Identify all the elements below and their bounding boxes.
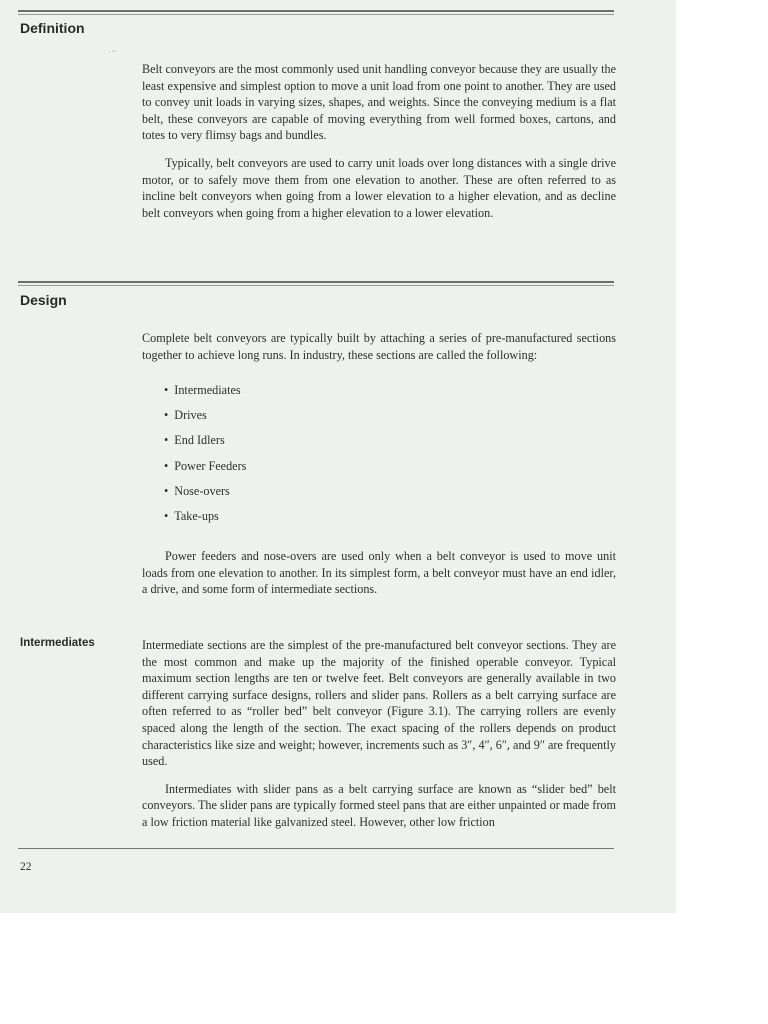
definition-paragraph-1: Belt conveyors are the most commonly used unit handling conveyor because they are usually the least expensive and simplest option to move a unit load from one point to another. They are used to convey unit loads in varying sizes, shapes, and weights. Since the conveying medium is a flat belt, these conveyors are capable of moving everything from well formed boxes, cartons, and totes to very flimsy bags and bundles. xyxy=(142,62,616,143)
footer-divider xyxy=(18,848,614,849)
design-outro-paragraph: Power feeders and nose-overs are used only when a belt conveyor is used to move unit loads from one elevation to another. In its simplest form, a belt conveyor must have an end idler, a drive, and some form of intermediate sections. xyxy=(142,549,616,597)
design-heading: Design xyxy=(20,292,67,308)
definition-heading: Definition xyxy=(20,20,85,36)
intermediates-body xyxy=(142,637,616,831)
list-item: • Power Feeders xyxy=(164,454,246,479)
list-item: • End Idlers xyxy=(164,428,246,453)
definition-body xyxy=(142,61,616,221)
section-divider xyxy=(18,281,614,283)
list-item: • Drives xyxy=(164,403,246,428)
page-number: 22 xyxy=(20,861,32,873)
scan-speck: · ~ xyxy=(108,48,116,56)
design-intro-paragraph: Complete belt conveyors are typically built by attaching a series of pre-manufactured sections together to achieve long runs. In industry, these sections are called the following: xyxy=(142,331,616,362)
section-list xyxy=(164,378,246,529)
design-outro xyxy=(142,548,616,598)
design-intro xyxy=(142,330,616,363)
intermediates-paragraph-1: Intermediate sections are the simplest of the pre-manufactured belt conveyor sections. They are the most common and make up the majority of the finished operable conveyor. Typical maximum section lengths are ten or twelve feet. Belt conveyors are generally available in two different carrying surface designs, rollers and slider pans. Rollers as a belt carrying surface are often referred to as “roller bed” belt conveyor (Figure 3.1). The carrying rollers are evenly spaced along the length of the section. The exact spacing of the rollers depends on product characteristics like size and weight; however, increments such as 3″, 4″, 6″, and 9″ are frequently used. xyxy=(142,638,616,769)
list-item: • Take-ups xyxy=(164,504,246,529)
intermediates-paragraph-2: Intermediates with slider pans as a belt carrying surface are known as “slider bed” belt conveyors. The slider pans are typically formed steel pans that are either unpainted or made from a low friction material like galvanized steel. However, other low friction xyxy=(142,781,616,829)
definition-paragraph-2: Typically, belt conveyors are used to carry unit loads over long distances with a single drive motor, or to safely move them from one elevation to another. These are often referred to as incline belt conveyors when going from a lower elevation to a higher elevation, and as decline belt conveyors when going from a higher elevation to a lower elevation. xyxy=(142,155,616,220)
top-divider xyxy=(18,10,614,12)
intermediates-heading: Intermediates xyxy=(20,637,95,649)
list-item: • Intermediates xyxy=(164,378,246,403)
list-item: • Nose-overs xyxy=(164,479,246,504)
